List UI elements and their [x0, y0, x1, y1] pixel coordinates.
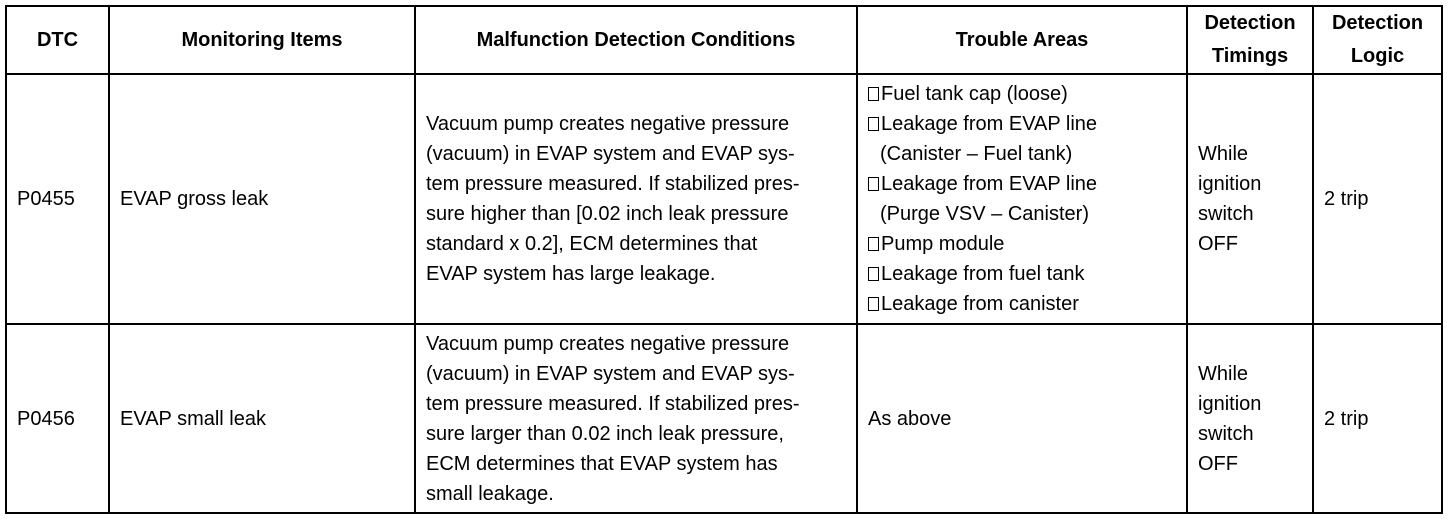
condition-line: (vacuum) in EVAP system and EVAP sys-: [426, 143, 795, 165]
condition-line: (vacuum) in EVAP system and EVAP sys-: [426, 362, 795, 385]
timing-line: OFF: [1198, 452, 1238, 475]
cell-monitoring-item: EVAP gross leak: [109, 74, 415, 324]
table-row: [6, 324, 1442, 513]
list-item: [868, 259, 1176, 289]
header-monitoring-items: Monitoring Items: [109, 6, 415, 74]
header-detection-timings: Detection Timings: [1187, 6, 1313, 74]
trouble-area-label: Leakage from EVAP line: [881, 113, 1098, 135]
dtc-table: [5, 5, 1443, 514]
trouble-area-label: (Canister – Fuel tank): [880, 143, 1073, 165]
list-item: [868, 289, 1176, 319]
header-dtc: DTC: [6, 6, 109, 74]
trouble-area-label: Leakage from EVAP line: [881, 173, 1098, 195]
cell-detection-conditions: [415, 74, 857, 324]
checkbox-square-icon: [868, 87, 879, 101]
timing-line: While: [1198, 362, 1249, 385]
trouble-area-label: Leakage from fuel tank: [881, 263, 1085, 285]
list-item: [868, 109, 1176, 139]
list-item: [868, 199, 1176, 229]
condition-line: EVAP system has large leakage.: [426, 263, 716, 285]
cell-dtc: P0455: [6, 74, 109, 324]
timing-line: While: [1198, 143, 1249, 165]
trouble-area-label: (Purge VSV – Canister): [880, 203, 1089, 225]
cell-detection-timings: [1187, 74, 1313, 324]
checkbox-square-icon: [868, 117, 879, 131]
header-trouble-areas: Trouble Areas: [857, 6, 1187, 74]
condition-line: ECM determines that EVAP system has: [426, 452, 778, 475]
header-row: [6, 6, 1442, 74]
condition-line: sure higher than [0.02 inch leak pressure: [426, 203, 789, 225]
timing-line: ignition: [1198, 392, 1262, 415]
checkbox-square-icon: [868, 267, 879, 281]
list-item: [868, 139, 1176, 169]
cell-detection-timings: [1187, 324, 1313, 513]
condition-line: Vacuum pump creates negative pressure: [426, 113, 790, 135]
condition-line: tem pressure measured. If stabilized pres-: [426, 392, 800, 415]
cell-detection-conditions: [415, 324, 857, 513]
timing-line: ignition: [1198, 173, 1262, 195]
timing-line: OFF: [1198, 233, 1238, 255]
condition-line: Vacuum pump creates negative pressure: [426, 332, 790, 355]
list-item: [868, 169, 1176, 199]
checkbox-square-icon: [868, 177, 879, 191]
cell-dtc: P0456: [6, 324, 109, 513]
trouble-area-label: Fuel tank cap (loose): [881, 83, 1068, 105]
checkbox-square-icon: [868, 237, 879, 251]
list-item: [868, 79, 1176, 109]
cell-monitoring-item: EVAP small leak: [109, 324, 415, 513]
trouble-area-label: Pump module: [881, 233, 1005, 255]
timing-line: switch: [1198, 203, 1254, 225]
condition-line: tem pressure measured. If stabilized pres-: [426, 173, 800, 195]
header-detection-logic: Detection Logic: [1313, 6, 1442, 74]
trouble-area-label: Leakage from canister: [881, 293, 1079, 315]
cell-trouble-areas: [857, 74, 1187, 324]
cell-trouble-areas: As above: [857, 324, 1187, 513]
list-item: [868, 229, 1176, 259]
cell-detection-logic: 2 trip: [1313, 74, 1442, 324]
condition-line: small leakage.: [426, 482, 554, 505]
timing-line: switch: [1198, 422, 1254, 445]
checkbox-square-icon: [868, 297, 879, 311]
condition-line: standard x 0.2], ECM determines that: [426, 233, 758, 255]
header-malfunction-detection-conditions: Malfunction Detection Conditions: [415, 6, 857, 74]
condition-line: sure larger than 0.02 inch leak pressure,: [426, 422, 784, 445]
table-row: [6, 74, 1442, 324]
trouble-area-list: [868, 79, 1176, 319]
cell-detection-logic: 2 trip: [1313, 324, 1442, 513]
